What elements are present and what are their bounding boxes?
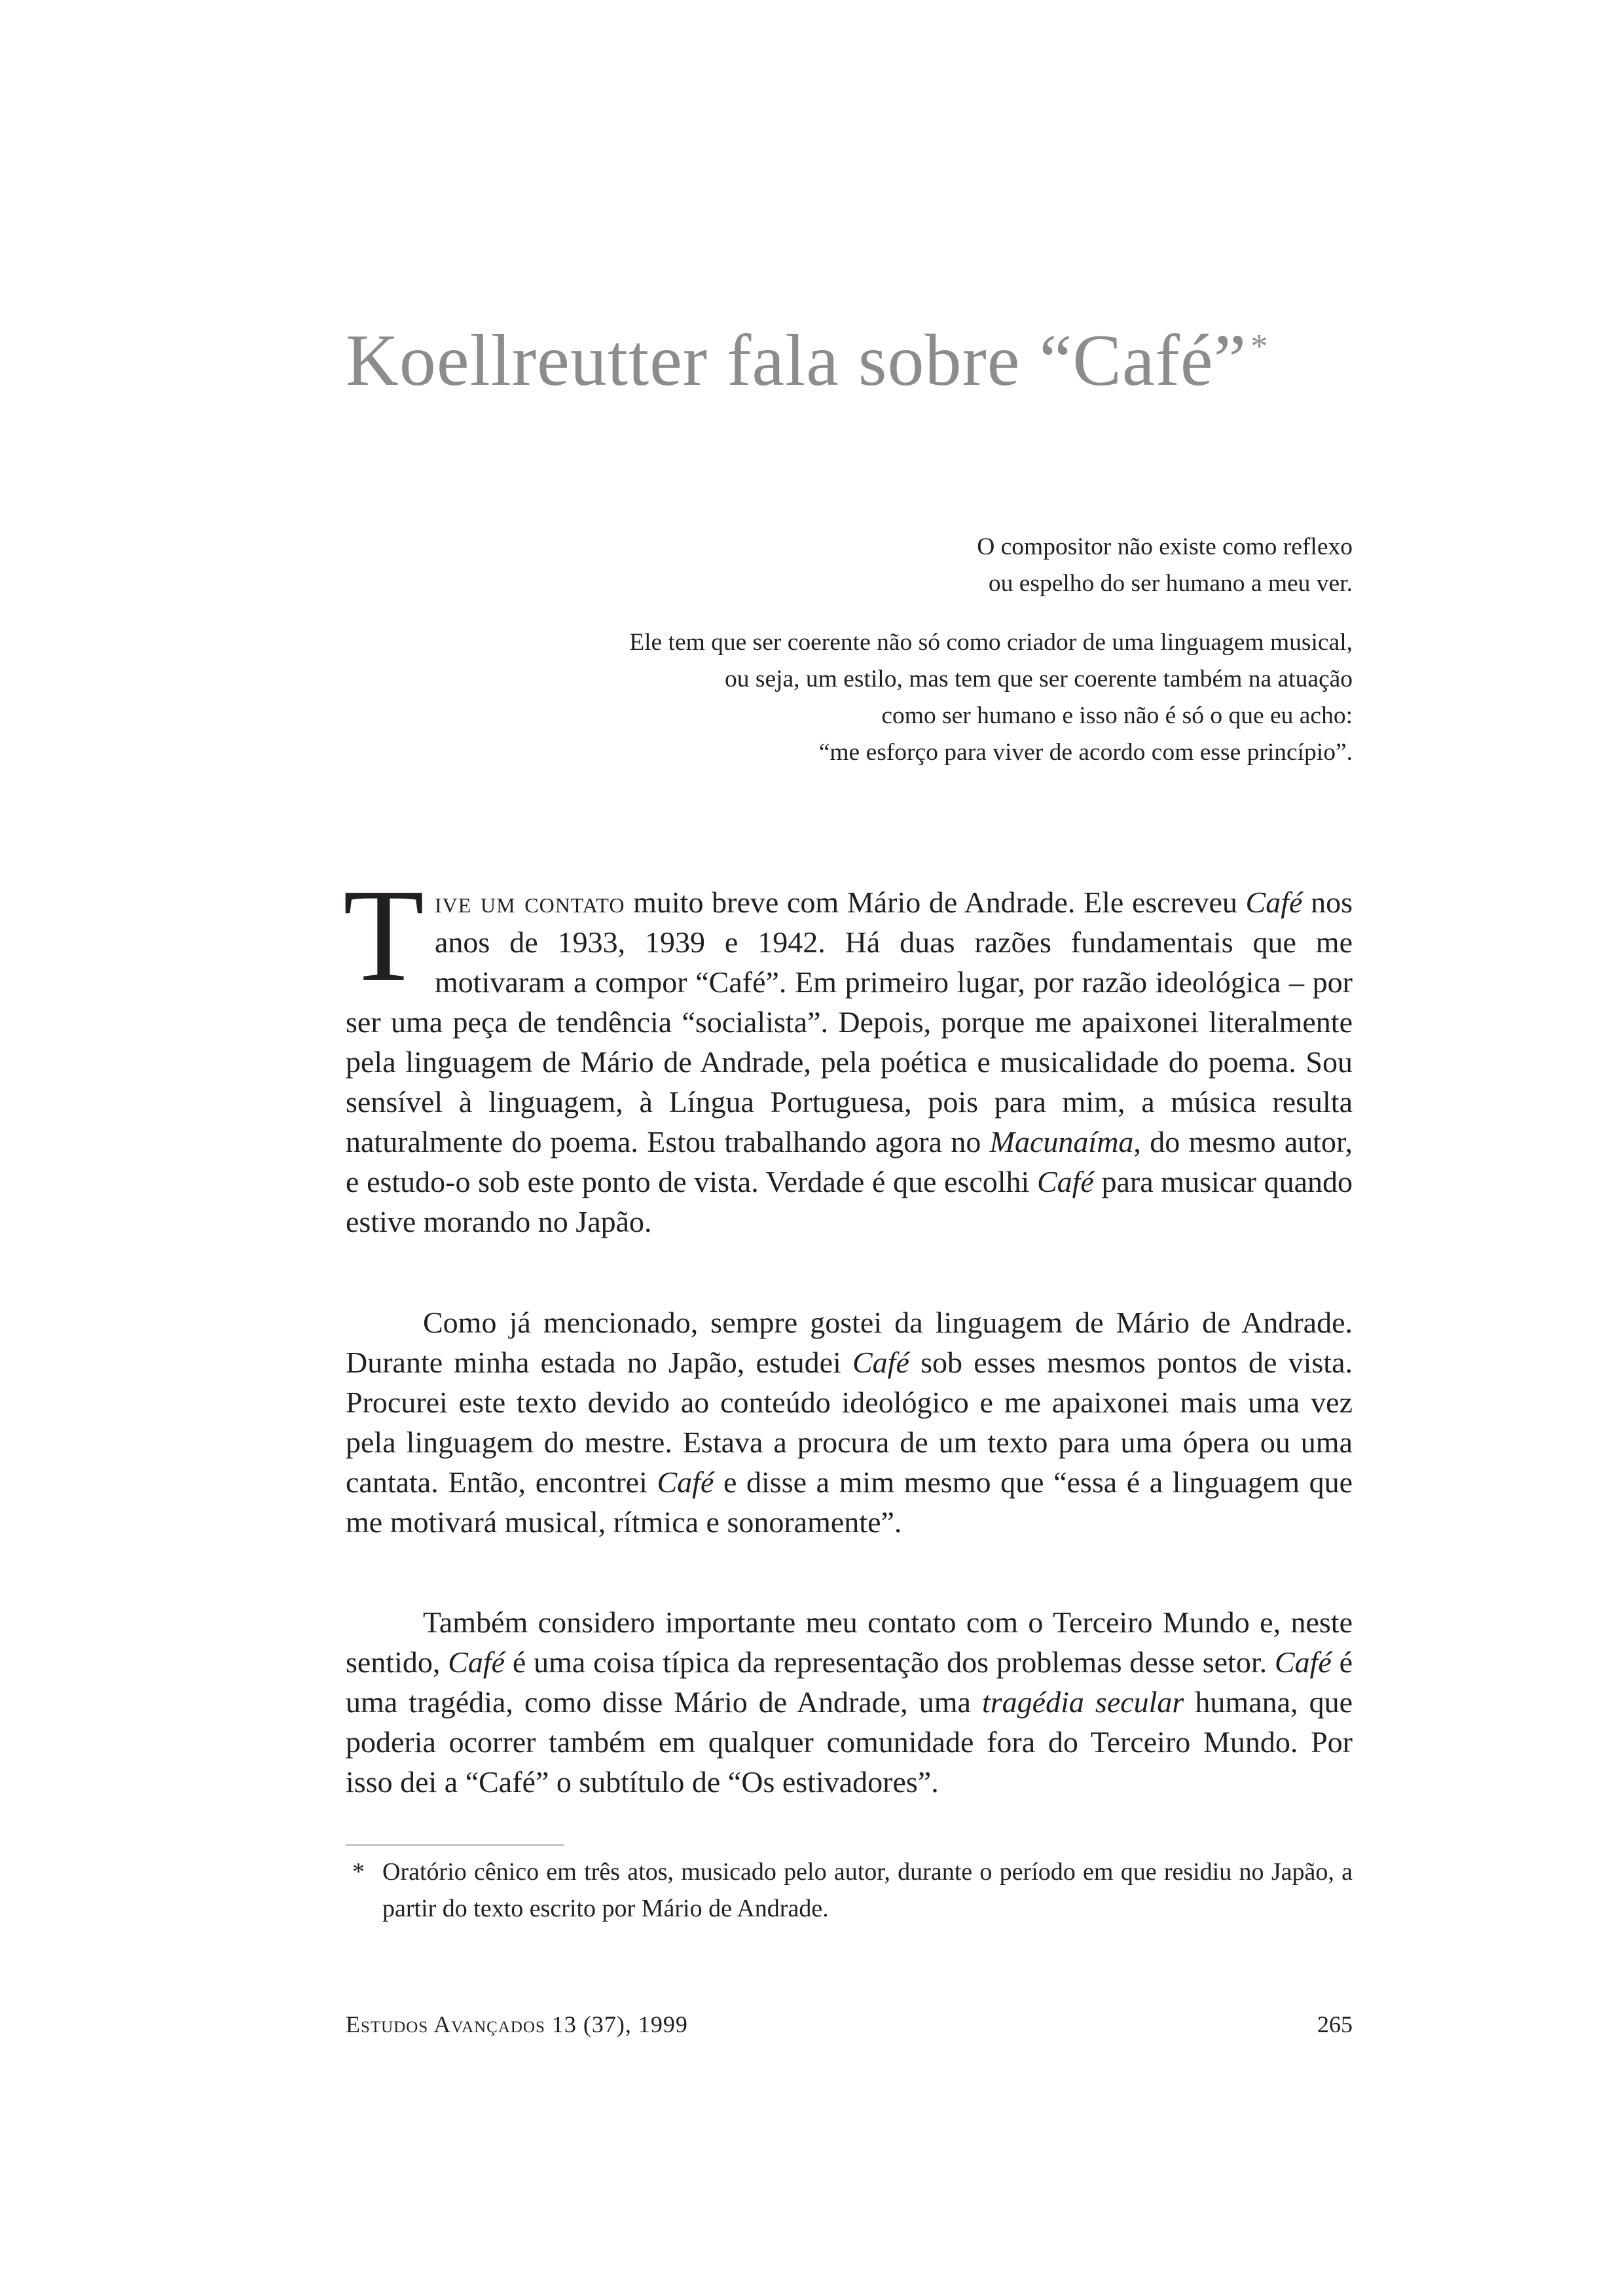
lead-in-smallcaps: ive um contato (435, 886, 625, 919)
epigraph-line: “me esforço para viver de acordo com esse princípio”. (818, 739, 1353, 766)
paragraph-2 (346, 1302, 1353, 1542)
text-run: e disse a mim mesmo que “essa é a linguagem que me motivará musical, rítmica e sonoramente”. (346, 1465, 1353, 1539)
title-footnote-marker[interactable]: * (1250, 327, 1269, 365)
text-run: sob esses mesmos pontos de vista. Procurei este texto devido ao conteúdo ideológico e me apaixonei mais uma vez pela linguagem do mestre. Estava a procura de um texto para uma ópera ou uma cantata. Então, encontrei (346, 1346, 1353, 1499)
text-run: para musicar quando estive morando no Japão. (346, 1165, 1353, 1238)
page-number: 265 (1317, 2011, 1353, 2037)
italic-title: Café (657, 1465, 714, 1499)
footnote-marker: * (352, 1858, 365, 1886)
italic-title: Café (448, 1645, 505, 1679)
paragraph-1 (343, 861, 1353, 1242)
journal-footer: Estudos Avançados 13 (37), 1999 (346, 2011, 688, 2037)
article-title (346, 320, 1459, 402)
text-run: Como já mencionado, sempre gostei da linguagem de Mário de Andrade. Durante minha estada no Japão, estudei (346, 1306, 1353, 1379)
epigraph-stanza-2 (240, 624, 1353, 771)
text-run: Também considero importante meu contato com o Terceiro Mundo e, neste sentido, (346, 1605, 1353, 1679)
italic-emphasis: tragédia secular (981, 1685, 1184, 1719)
text-run: muito breve com Mário de Andrade. Ele escreveu (625, 886, 1246, 919)
epigraph-line: ou espelho do ser humano a meu ver. (988, 570, 1353, 597)
italic-title: Café (852, 1346, 909, 1379)
italic-title: Macunaíma (989, 1125, 1134, 1158)
text-run: é uma tragédia, como disse Mário de Andrade, uma (346, 1645, 1353, 1719)
text-run: é uma coisa típica da representação dos problemas desse setor. (505, 1645, 1275, 1679)
italic-title: Café (1245, 886, 1303, 919)
italic-title: Café (1274, 1645, 1332, 1679)
text-run: , do mesmo autor, e estudo-o sob este ponto de vista. Verdade é que escolhi (346, 1125, 1353, 1198)
title-text: Koellreutter fala sobre “Café” (346, 320, 1247, 402)
footnote-text: Oratório cênico em três atos, musicado pelo autor, durante o período em que residiu no Japão, a partir do texto escrito por Mário de Andrade. (382, 1858, 1353, 1922)
text-run: humana, que poderia ocorrer também em qualquer comunidade fora do Terceiro Mundo. Por isso dei a “Café” o subtítulo de “Os estivadores”. (346, 1685, 1353, 1799)
epigraph-line: Ele tem que ser coerente não só como criador de uma linguagem musical, (629, 629, 1353, 656)
epigraph-line: O compositor não existe como reflexo (977, 533, 1353, 560)
drop-cap: T (343, 861, 425, 1009)
paragraph-3 (346, 1602, 1353, 1802)
footnote-divider (346, 1844, 564, 1846)
footnote (346, 1854, 1353, 1927)
epigraph-line: ou seja, um estilo, mas tem que ser coerente também na atuação (724, 666, 1353, 692)
epigraph-line: como ser humano e isso não é só o que eu acho: (881, 702, 1353, 729)
italic-title: Café (1036, 1165, 1094, 1198)
epigraph-stanza-1 (240, 529, 1353, 602)
text-run: nos anos de 1933, 1939 e 1942. Há duas razões fundamentais que me motivaram a compor “Café”. Em primeiro lugar, por razão ideológica – por ser uma peça de tendência “socialista”. Depois, porque me apaixonei literalmente pela linguagem de Mário de Andrade, pela poética e musicalidade do poema. Sou sensível à linguagem, à Língua Portuguesa, pois para mim, a música resulta naturalmente do poema. Estou trabalhando agora no (346, 886, 1353, 1158)
